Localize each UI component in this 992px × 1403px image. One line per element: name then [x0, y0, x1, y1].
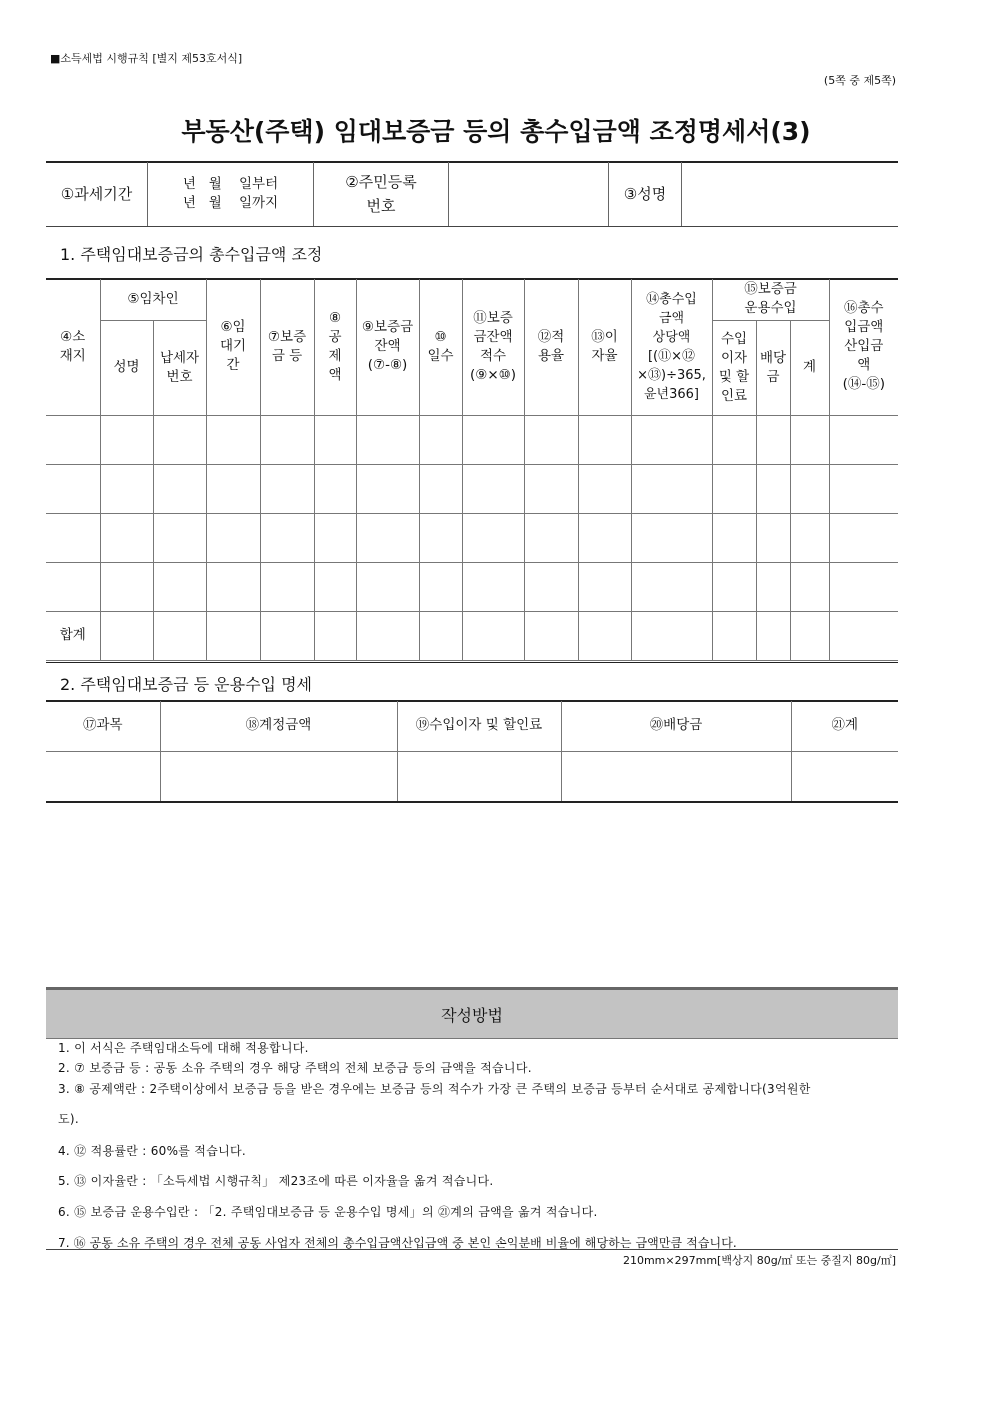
tax-period-to: 년 월 일까지	[182, 195, 279, 211]
input-cell[interactable]	[206, 415, 260, 464]
input-cell[interactable]	[578, 513, 631, 562]
input-cell[interactable]	[524, 464, 578, 513]
input-cell[interactable]	[314, 464, 356, 513]
instruction-item: 1. 이 서식은 주택임대소득에 대해 적용합니다.	[58, 1041, 309, 1055]
input-cell[interactable]	[756, 464, 790, 513]
input-cell[interactable]	[314, 562, 356, 611]
input-cell[interactable]	[631, 415, 712, 464]
header-days: ⑩ 일수	[419, 279, 462, 415]
input-cell[interactable]	[524, 513, 578, 562]
resident-number-label-line1: ②주민등록	[345, 173, 417, 191]
input-cell[interactable]	[712, 415, 756, 464]
input-cell[interactable]	[631, 611, 712, 660]
header-lease-period: ⑥임 대기 간	[206, 279, 260, 415]
instruction-item: 도).	[58, 1112, 79, 1126]
header-account: ⑰과목	[46, 701, 160, 751]
section2-border-bottom	[46, 801, 898, 803]
input-cell[interactable]	[153, 513, 206, 562]
name-field[interactable]	[682, 162, 898, 226]
header-location: ④소 재지	[46, 279, 100, 415]
input-cell[interactable]	[397, 751, 561, 801]
input-cell[interactable]	[524, 611, 578, 660]
input-cell[interactable]	[100, 611, 153, 660]
input-cell[interactable]	[578, 464, 631, 513]
input-cell[interactable]	[712, 513, 756, 562]
input-cell[interactable]	[790, 464, 829, 513]
header-dividend-income: ⑳배당금	[561, 701, 791, 751]
paper-spec: 210mm×297mm[백상지 80g/㎡ 또는 중질지 80g/㎡]	[622, 1254, 896, 1267]
input-cell[interactable]	[419, 513, 462, 562]
input-cell[interactable]	[756, 415, 790, 464]
input-cell[interactable]	[206, 562, 260, 611]
instruction-item: 6. ⑮ 보증금 운용수입란 : 「2. 주택임대보증금 등 운용수입 명세」의 ㉑계의 금액을 옮겨 적습니다.	[58, 1205, 598, 1219]
input-cell[interactable]	[829, 415, 898, 464]
table-row	[46, 751, 898, 801]
input-cell[interactable]	[46, 562, 100, 611]
resident-number-label-line2: 번호	[366, 197, 396, 215]
input-cell[interactable]	[100, 513, 153, 562]
header-lessee: ⑤임차인	[100, 279, 206, 320]
header-deposit: ⑦보증 금 등	[260, 279, 314, 415]
input-cell[interactable]	[790, 415, 829, 464]
input-cell[interactable]	[462, 415, 524, 464]
deposit-income-table	[46, 701, 898, 801]
input-cell[interactable]	[46, 415, 100, 464]
header-interest-discount-income: ⑲수입이자 및 할인료	[397, 701, 561, 751]
table-row	[46, 464, 898, 513]
header-lessee-name: 성명	[100, 320, 153, 415]
tax-period-label: ①과세기간	[60, 185, 133, 203]
input-cell[interactable]	[790, 513, 829, 562]
input-cell[interactable]	[631, 464, 712, 513]
page-title: 부동산(주택) 임대보증금 등의 총수입금액 조정명세서(3)	[181, 117, 811, 146]
input-cell[interactable]	[462, 464, 524, 513]
input-cell[interactable]	[829, 513, 898, 562]
input-cell[interactable]	[260, 415, 314, 464]
input-cell[interactable]	[524, 415, 578, 464]
input-cell[interactable]	[100, 415, 153, 464]
resident-number-field[interactable]	[449, 162, 608, 226]
header-account-amount: ⑱계정금액	[160, 701, 397, 751]
instruction-item: 5. ⑬ 이자율란 : 「소득세법 시행규칙」 제23조에 따른 이자율을 옮겨 적습니다.	[58, 1174, 494, 1188]
input-cell[interactable]	[419, 415, 462, 464]
header-total-income: ⑯총수 입금액 산입금 액 (⑭-⑮)	[829, 279, 898, 415]
input-cell[interactable]	[829, 464, 898, 513]
input-cell[interactable]	[356, 562, 419, 611]
input-cell[interactable]	[829, 611, 898, 660]
input-cell[interactable]	[791, 751, 898, 801]
header-rate: ⑫적 용율	[524, 279, 578, 415]
section2-title: 2. 주택임대보증금 등 운용수입 명세	[60, 675, 312, 694]
input-cell[interactable]	[356, 513, 419, 562]
input-cell[interactable]	[712, 611, 756, 660]
header-dividend: 배당 금	[756, 320, 790, 415]
input-cell[interactable]	[153, 415, 206, 464]
instruction-item: 2. ⑦ 보증금 등 : 공동 소유 주택의 경우 해당 주택의 전체 보증금 등의 금액을 적습니다.	[58, 1061, 532, 1075]
footer-divider	[46, 1249, 898, 1250]
input-cell[interactable]	[790, 611, 829, 660]
table-row	[46, 513, 898, 562]
input-cell[interactable]	[153, 464, 206, 513]
instruction-item: 3. ⑧ 공제액란 : 2주택이상에서 보증금 등을 받은 경우에는 보증금 등의 적수가 가장 큰 주택의 보증금 등부터 순서대로 공제합니다(3억원한	[58, 1082, 811, 1096]
input-cell[interactable]	[524, 562, 578, 611]
input-cell[interactable]	[631, 513, 712, 562]
input-cell[interactable]	[206, 464, 260, 513]
input-cell[interactable]	[260, 464, 314, 513]
header-balance-product: ⑪보증 금잔액 적수 (⑨×⑩)	[462, 279, 524, 415]
header-subtotal: 계	[790, 320, 829, 415]
input-cell[interactable]	[790, 562, 829, 611]
table-row	[46, 415, 898, 464]
input-cell[interactable]	[46, 751, 160, 801]
input-cell[interactable]	[153, 611, 206, 660]
input-cell[interactable]	[260, 513, 314, 562]
name-label: ③성명	[623, 185, 667, 203]
input-cell[interactable]	[462, 611, 524, 660]
top-info-border-bottom	[46, 226, 898, 227]
input-cell[interactable]	[314, 611, 356, 660]
section1-border-bottom	[46, 662, 898, 663]
input-cell[interactable]	[756, 562, 790, 611]
instruction-item: 4. ⑫ 적용률란 : 60%를 적습니다.	[58, 1144, 246, 1158]
form-reference: ■소득세법 시행규칙 [별지 제53호서식]	[50, 52, 243, 65]
input-cell[interactable]	[314, 513, 356, 562]
tax-period-from: 년 월 일부터	[182, 176, 279, 192]
input-cell[interactable]	[561, 751, 791, 801]
input-cell[interactable]	[206, 513, 260, 562]
header-deduction: ⑧ 공 제 액	[314, 279, 356, 415]
input-cell[interactable]	[578, 562, 631, 611]
input-cell[interactable]	[314, 415, 356, 464]
page-indicator: (5쪽 중 제5쪽)	[823, 74, 896, 87]
table-row	[46, 562, 898, 611]
input-cell[interactable]	[578, 611, 631, 660]
header-deposit-income: ⑮보증금 운용수입	[712, 279, 829, 320]
input-cell[interactable]	[206, 611, 260, 660]
tax-period-field[interactable]	[148, 162, 313, 226]
resident-number-label	[314, 162, 448, 226]
instruction-item: 7. ⑯ 공동 소유 주택의 경우 전체 공동 사업자 전체의 총수입금액산입금액 중 본인 손익분배 비율에 해당하는 금액만큼 적습니다.	[58, 1236, 737, 1250]
input-cell[interactable]	[462, 513, 524, 562]
total-label: 합계	[46, 611, 100, 660]
input-cell[interactable]	[419, 562, 462, 611]
input-cell[interactable]	[46, 513, 100, 562]
input-cell[interactable]	[712, 464, 756, 513]
total-row	[46, 611, 898, 660]
header-interest-rate: ⑬이 자율	[578, 279, 631, 415]
header-sum: ㉑계	[791, 701, 898, 751]
input-cell[interactable]	[160, 751, 397, 801]
input-cell[interactable]	[153, 562, 206, 611]
input-cell[interactable]	[100, 562, 153, 611]
header-income-equivalent: ⑭총수입 금액 상당액 [(⑪×⑫ ×⑬)÷365, 윤년366]	[631, 279, 712, 415]
section1-title: 1. 주택임대보증금의 총수입금액 조정	[60, 245, 323, 264]
header-balance: ⑨보증금 잔액 (⑦-⑧)	[356, 279, 419, 415]
input-cell[interactable]	[578, 415, 631, 464]
input-cell[interactable]	[756, 611, 790, 660]
input-cell[interactable]	[829, 562, 898, 611]
input-cell[interactable]	[260, 562, 314, 611]
input-cell[interactable]	[100, 464, 153, 513]
deposit-adjustment-table	[46, 279, 898, 661]
input-cell[interactable]	[631, 562, 712, 611]
input-cell[interactable]	[419, 611, 462, 660]
input-cell[interactable]	[712, 562, 756, 611]
input-cell[interactable]	[356, 611, 419, 660]
input-cell[interactable]	[356, 464, 419, 513]
input-cell[interactable]	[260, 611, 314, 660]
input-cell[interactable]	[419, 464, 462, 513]
input-cell[interactable]	[46, 464, 100, 513]
input-cell[interactable]	[356, 415, 419, 464]
header-lessee-id: 납세자 번호	[153, 320, 206, 415]
input-cell[interactable]	[756, 513, 790, 562]
header-interest-discount: 수입 이자 및 할 인료	[712, 320, 756, 415]
instructions-title: 작성방법	[46, 987, 898, 1039]
input-cell[interactable]	[462, 562, 524, 611]
